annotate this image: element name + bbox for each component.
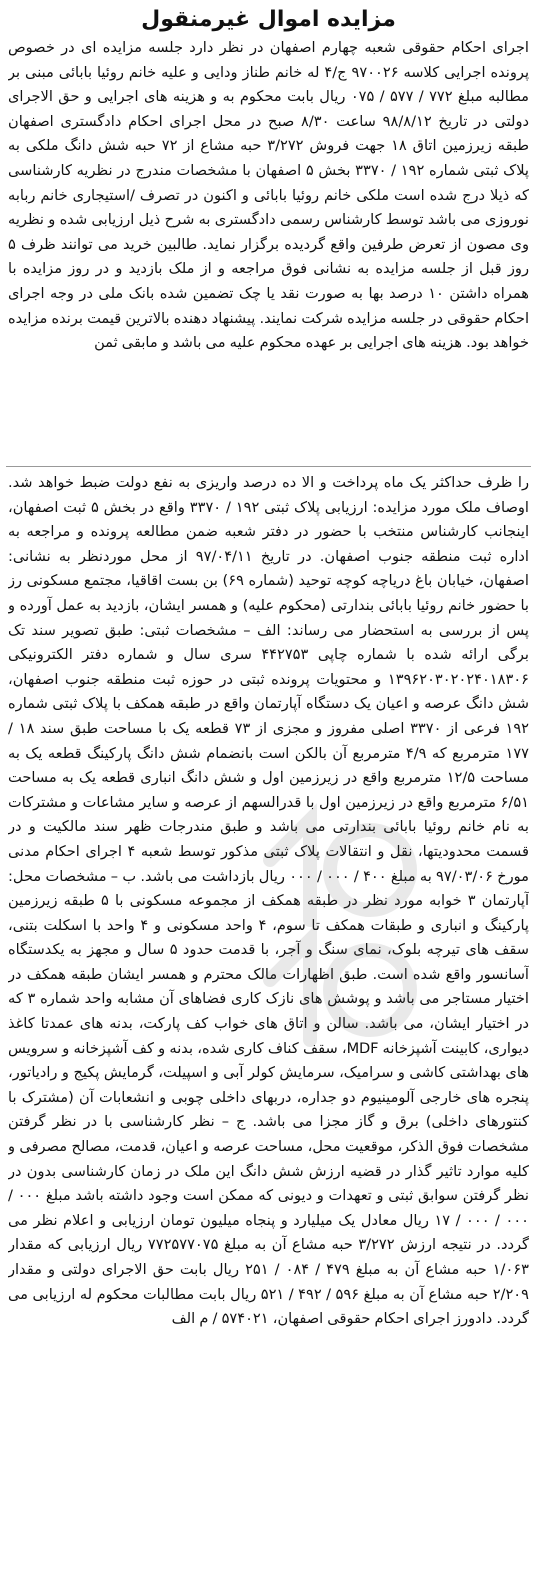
notice-paragraph-1: اجرای احکام حقوقی شعبه چهارم اصفهان در نظر دارد جلسه مزایده ای در خصوص پرونده اجرایی کلاسه ۹۷۰۰۲۶ ج/۴ له خانم طناز ودایی و علیه خانم روئیا بابائی مبنی بر مطالبه مبلغ ۷۷۲ / ۵۷۷ / ۰۷۵ ریال بابت محکوم به و هزینه های اجرایی و حق الاجرای دولتی در تاریخ ۹۸/۸/۱۲ ساعت ۸/۳۰ صبح در محل اجرای احکام دادگستری اصفهان طبقه زیرزمین اتاق ۱۸ جهت فروش ۳/۲۷۲ حبه مشاع از ۷۲ حبه شش دانگ ملکی به پلاک ثبتی شماره ۱۹۲ / ۳۳۷۰ بخش ۵ اصفهان با مشخصات مندرج در نظریه کارشناسی که ذیلا درج شده است ملکی خانم روئیا بابائی و اکنون در تصرف /استیجاری خانم ربابه نوروزی می باشد توسط کارشناس رسمی دادگستری به شرح ذیل ارزیابی شده و نظریه وی مصون از تعرض طرفین واقع گردیده برگزار نماید. طالبین خرید می توانند ظرف ۵ روز قبل از جلسه مزایده به نشانی فوق مراجعه و از ملک بازدید و در روز مزایده با همراه داشتن ۱۰ درصد بها به صورت نقد یا چک تضمین شده بانک ملی در وجه اجرای احکام حقوقی در جلسه مزایده شرکت نمایند. پیشنهاد دهنده بالاترین قیمت برنده مزایده خواهد بود. هزینه های اجرایی بر عهده محکوم علیه می باشد و مابقی ثمن (8, 39, 529, 352)
notice-title: مزایده اموال غیرمنقول (141, 7, 396, 32)
notice-paragraph-2: را ظرف حداکثر یک ماه پرداخت و الا ده درصد واریزی به نفع دولت ضبط خواهد شد. اوصاف ملک مورد مزایده: ارزیابی پلاک ثبتی ۱۹۲ / ۳۳۷۰ واقع در بخش ۵ ثبت اصفهان، اینجانب کارشناس منتخب با حضور در دفتر شعبه ضمن مطالعه پرونده و مراجعه به اداره ثبت منطقه جنوب اصفهان. در تاریخ ۹۷/۰۴/۱۱ از محل موردنظر به نشانی: اصفهان، خیابان باغ دریاچه کوچه توحید (شماره ۶۹) بن بست اقاقیا، مجتمع مسکونی رز با حضور خانم روئیا بابائی بندارتی (محکوم علیه) و همسر ایشان، بازدید به عمل آورده و پس از بررسی به استحضار می رساند: الف – مشخصات ثبتی: طبق تصویر سند تک برگی ارائه شده با شماره چاپی ۴۴۲۷۵۳ سری سال و شماره دفتر الکترونیکی ۱۳۹۶۲۰۳۰۲۰۲۴۰۱۸۳۰۶ و محتویات پرونده ثبتی در حوزه ثبت منطقه جنوب اصفهان، شش دانگ عرصه و اعیان یک دستگاه آپارتمان واقع در طبقه همکف با پلاک ثبتی شماره ۱۹۲ فرعی از ۳۳۷۰ اصلی مفروز و مجزی از ۷۳ قطعه یک با مساحت طبق سند ۱۸ / ۱۷۷ مترمربع که ۴/۹ مترمربع آن بالکن است بانضمام شش دانگ پارکینگ قطعه یک به مساحت ۱۲/۵ مترمربع واقع در زیرزمین اول و شش دانگ انباری قطعه یک به مساحت ۶/۵۱ مترمربع واقع در زیرزمین اول با قدرالسهم از عرصه و سایر مشاعات و مشترکات به نام خانم روئیا بابائی بندارتی می باشد و طبق مندرجات ظهر سند مالکیت و در قسمت محدودیتها، نقل و انتقالات پلاک ثبتی مذکور توسط شعبه ۴ اجرای احکام مدنی مورخ ۹۷/۰۳/۰۶ به مبلغ ۴۰۰ / ۰۰۰ / ۰۰۰ ریال بازداشت می باشد. ب – مشخصات محل: آپارتمان ۳ خوابه مورد نظر در طبقه همکف از مجموعه مسکونی با ۵ طبقه زیرزمین پارکینگ و انباری و طبقات همکف تا سوم، ۴ واحد مسکونی و ۴ واحد با اسکلت بتنی، سقف های تیرچه بلوک، نمای سنگ و آجر، با قدمت حدود ۵ سال و مجهز به یکدستگاه آسانسور واقع شده است. طبق اظهارات مالک محترم و همسر ایشان طبقه همکف در اختیار مستاجر می باشد و پوشش های نازک کاری فضاهای آن مشابه واحد شماره ۳ که در اختیار ایشان، می باشد. سالن و اتاق های خواب کف پارکت، بدنه های عمدتا کاغذ دیواری، کابینت آشپزخانه MDF، سقف کناف کاری شده، بدنه و کف آشپزخانه و سرویس های بهداشتی کاشی و سرامیک، سرمایش کولر آبی و اسپیلت، گرمایش پکیج و رادیاتور، پنجره های خارجی آلومینیوم دو جداره، دربهای داخلی چوبی و انشعابات آن (مشترک با کنتورهای داخلی) برق و گاز مجزا می باشد. ج – نظر کارشناسی با در نظر گرفتن مشخصات فوق الذکر، موقعیت محل، مساحت عرصه و اعیان، قدمت، مصالح مصرفی و کلیه موارد تاثیر گذار در قضیه ارزش شش دانگ این ملک در زمان کارشناسی بدون در نظر گرفتن سوابق ثبتی و تعهدات و دیونی که ممکن است وجود داشته باشد مبلغ ۰۰۰ / ۰۰۰ / ۰۰۰ / ۱۷ ریال معادل یک میلیارد و پنجاه میلیون تومان ارزیابی و اعلام نظر می گردد. در نتیجه ارزش ۳/۲۷۲ حبه مشاع آن به مبلغ ۷۷۲۵۷۷۰۷۵ ریال ارزیابی که مقدار ۱/۰۶۳ حبه مشاع آن به مبلغ ۴۷۹ / ۰۸۴ / ۲۵۱ ریال بابت حق الاجرای دولتی و مقدار ۲/۲۰۹ حبه مشاع آن به مبلغ ۵۹۶ / ۴۹۲ / ۵۲۱ ریال بابت مطالبات محکوم له ارزیابی می گردد. دادورز اجرای احکام حقوقی اصفهان، ۵۷۴۰۲۱ / م الف (8, 474, 529, 1328)
column-divider (6, 466, 531, 467)
